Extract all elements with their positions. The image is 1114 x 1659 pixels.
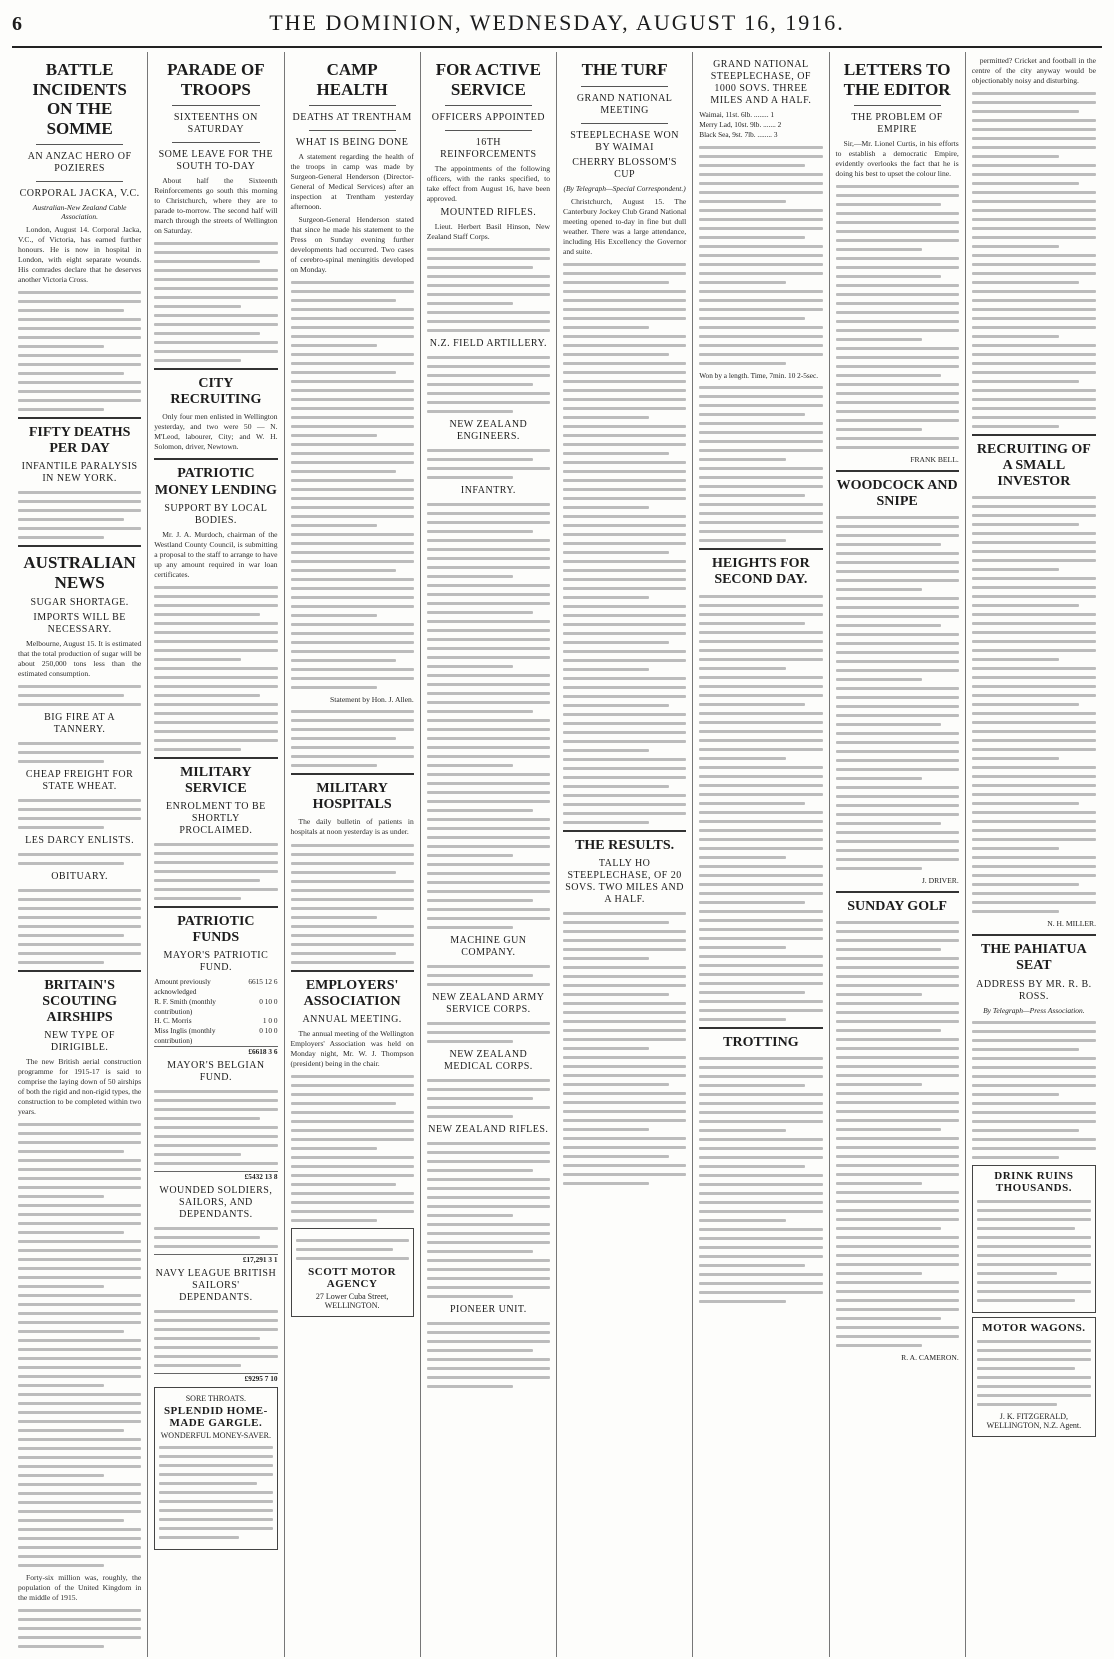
section-machine-gun: MACHINE GUN COMPANY. <box>450 935 527 959</box>
subhead-sixteenths: SIXTEENTHS ON SATURDAY <box>173 112 258 136</box>
headline-active-service: FOR ACTIVE SERVICE <box>435 60 542 99</box>
column-4 <box>421 52 557 1657</box>
article-text: The daily bulletin of patients in hospitals at noon yesterday is as under. <box>290 817 414 837</box>
subhead-grand-national: GRAND NATIONAL MEETING <box>576 92 673 116</box>
subhead-leave-south: SOME LEAVE FOR THE SOUTH TO-DAY <box>158 149 274 173</box>
column-1 <box>12 52 148 1657</box>
advertisement-gargle <box>154 1387 277 1550</box>
headline-city-recruiting: CITY RECRUITING <box>170 376 262 408</box>
letter-signature: J. DRIVER. <box>921 876 959 886</box>
article-text: London, August 14. Corporal Jacka, V.C., of Victoria, has earned further honours. He is now in hospital in London, with eight separate wounds. His comrades declare that he deserves another Victoria Cross. <box>18 225 142 285</box>
subhead-what-is-being-done: WHAT IS BEING DONE <box>295 137 409 149</box>
race-results <box>699 110 822 140</box>
column-3 <box>285 52 421 1657</box>
article-text: About half the Sixteenth Reinforcements go south this morning to Christchurch, where they are to parade to-morrow. The second half will march through the streets of Wellington on Saturday. <box>154 176 278 236</box>
result-line: Waimai, 11st. 6lb. ........ 1 <box>699 110 774 119</box>
headline-the-results: THE RESULTS. <box>575 837 675 853</box>
headline-military-hospitals: MILITARY HOSPITALS <box>312 781 392 813</box>
column-6 <box>693 52 829 1657</box>
result-time: Won by a length. Time, 7min. 10 2-5sec. <box>699 370 819 380</box>
advertisement-drink <box>972 1165 1096 1313</box>
subhead-mayors-fund: MAYOR'S PATRIOTIC FUND. <box>163 950 269 974</box>
fund-total: £17,291 3 1 <box>154 1254 277 1265</box>
article-text: The new British aerial construction programme for 1915-17 is said to comprise the laying down of 50 airships of both the rigid and non-rigid types, the construction to be completed within two years. <box>18 1056 142 1116</box>
advertisement-motor-wagons <box>972 1317 1096 1437</box>
article-text: Mr. J. A. Murdoch, chairman of the Westland County Council, is submitting a proposal to the staff to arrange to have up any amount required in war loan certificates. <box>154 529 278 579</box>
subhead-local-bodies: SUPPORT BY LOCAL BODIES. <box>164 502 268 526</box>
headline-woodcock-snipe: WOODCOCK AND SNIPE <box>836 478 958 510</box>
section-infantry: INFANTRY. <box>460 485 516 497</box>
fund-table <box>154 977 277 1057</box>
ad-subheadline: WONDERFUL MONEY-SAVER. <box>160 1431 271 1441</box>
section-mounted-rifles: MOUNTED RIFLES. <box>440 207 537 219</box>
ad-headline: DRINK RUINS THOUSANDS. <box>994 1169 1074 1194</box>
subhead-officers-appointed: OFFICERS APPOINTED <box>431 112 545 124</box>
newspaper-title: THE DOMINION, WEDNESDAY, AUGUST 16, 1916. <box>269 10 845 35</box>
subhead-annual-meeting: ANNUAL MEETING. <box>302 1013 402 1025</box>
headline-camp-health: CAMP HEALTH <box>316 60 388 99</box>
subhead-16th-reinforcements: 16TH REINFORCEMENTS <box>440 137 537 161</box>
letter-text: permitted? Cricket and football in the centre of the city anyway would be objectionably noisy and disturbing. <box>971 56 1096 86</box>
masthead <box>12 10 1102 48</box>
headline-parade-of-troops: PARADE OF TROOPS <box>167 60 265 99</box>
column-2 <box>148 52 284 1657</box>
section-field-artillery: N.Z. FIELD ARTILLERY. <box>429 338 547 350</box>
result-line: Merry Lad, 10st. 9lb. ....... 2 <box>699 119 782 129</box>
section-army-service-corps: NEW ZEALAND ARMY SERVICE CORPS. <box>432 992 545 1016</box>
subhead-belgian-fund: MAYOR'S BELGIAN FUND. <box>167 1059 265 1083</box>
headline-weights-second-day: HEIGHTS FOR SECOND DAY. <box>712 556 810 588</box>
fund-total: £9295 7 10 <box>154 1373 277 1384</box>
subhead-infantile-paralysis: INFANTILE PARALYSIS IN NEW YORK. <box>21 461 138 485</box>
subhead-sugar-shortage: SUGAR SHORTAGE. <box>30 596 129 608</box>
ad-headline: SPLENDID HOME-MADE GARGLE. <box>163 1405 268 1430</box>
ad-headline: SCOTT MOTOR AGENCY <box>308 1265 397 1290</box>
subhead-steeplechase-won: STEEPLECHASE WON BY WAIMAI <box>570 129 679 153</box>
headline-small-investor: RECRUITING OF A SMALL INVESTOR <box>976 442 1091 490</box>
article-text: Surgeon-General Henderson stated that since he made his statement to the Press on Sunday evening further developments had occurred. Two cases of cerebro-spinal meningitis developed on Monday. <box>290 215 414 275</box>
ad-agent: J. K. FITZGERALD, WELLINGTON, N.Z. Agent. <box>986 1411 1082 1430</box>
headline-scouting-airships: BRITAIN'S SCOUTING AIRSHIPS <box>42 977 117 1025</box>
article-text: Only four men enlisted in Wellington yesterday, and two were 50 — N. M'Leod, labourer, City; and W. H. Solomon, driver, Newtown. <box>154 412 278 452</box>
fund-total: £5432 13 8 <box>154 1171 277 1182</box>
article-text: A statement regarding the health of the troops in camp was made by Surgeon-General Henderson (Director-General of Medical Services) after an inspection at Trentham yesterday afternoon. <box>290 152 414 212</box>
headline-letters-to-editor: LETTERS TO THE EDITOR <box>843 60 951 99</box>
byline: Australian-New Zealand Cable Association. <box>32 203 127 222</box>
subhead-tally-ho: TALLY HO STEEPLECHASE, OF 20 SOVS. TWO MILES AND A HALF. <box>565 857 685 905</box>
subhead-problem-of-empire: THE PROBLEM OF EMPIRE <box>851 112 943 136</box>
subhead-navy-league: NAVY LEAGUE BRITISH SAILORS' DEPENDANTS. <box>155 1267 277 1303</box>
headline-patriotic-money-lending: PATRIOTIC MONEY LENDING <box>154 466 277 498</box>
result-line: Black Sea, 9st. 7lb. ........ 3 <box>699 129 778 139</box>
letter-text: Sir,—Mr. Lionel Curtis, in his efforts to establish a democratic Empire, evidently overlooks the fact that he is doing his best to upset the colour line. <box>835 139 959 179</box>
article-text: Christchurch, August 15. The Canterbury Jockey Club Grand National meeting opened to-day in fine but dull weather. There was a large attendance, including His Excellency the Governor and suite. <box>563 196 687 256</box>
letter-signature: R. A. CAMERON. <box>901 1353 959 1363</box>
headline-australian-news: AUSTRALIAN NEWS <box>23 553 136 593</box>
article-text: The appointments of the following officers, with the ranks specified, to take effect from August 16, have been approved. <box>426 164 550 204</box>
headline-patriotic-funds: PATRIOTIC FUNDS <box>177 913 255 945</box>
article-text: Lieut. Herbert Basil Hinson, New Zealand Staff Corps. <box>426 222 550 242</box>
column-7 <box>830 52 966 1657</box>
section-medical-corps: NEW ZEALAND MEDICAL CORPS. <box>443 1049 533 1073</box>
article-text: Forty-six million was, roughly, the population of the United Kingdom in the middle of 1915. <box>18 1573 142 1603</box>
subhead-enrolment: ENROLMENT TO BE SHORTLY PROCLAIMED. <box>166 800 266 836</box>
article-text: The annual meeting of the Wellington Employers' Association was held on Monday night, Mr. W. J. Thompson (president) being in the chair. <box>290 1028 414 1068</box>
section-engineers: NEW ZEALAND ENGINEERS. <box>449 419 528 443</box>
subhead-new-dirigible: NEW TYPE OF DIRIGIBLE. <box>44 1029 115 1053</box>
headline-trotting: TROTTING <box>723 1034 799 1050</box>
article-text: Melbourne, August 15. It is estimated that the total production of sugar will be about 250,000 tons less than the estimated consumption. <box>18 638 142 678</box>
section-nz-rifles: NEW ZEALAND RIFLES. <box>428 1124 549 1136</box>
fund-row: R. F. Smith (monthly contribution) 0 10 0 <box>154 996 278 1016</box>
fund-row: H. C. Morris 1 0 0 <box>154 1016 278 1026</box>
headline-the-turf: THE TURF <box>581 60 668 79</box>
headline-sunday-golf: SUNDAY GOLF <box>847 899 947 915</box>
subhead-les-darcy: LES DARCY ENLISTS. <box>25 834 135 846</box>
headline-employers-association: EMPLOYERS' ASSOCIATION <box>303 977 401 1009</box>
headline-pahiatua-seat: THE PAHIATUA SEAT <box>981 942 1087 974</box>
fund-row: Miss Inglis (monthly contribution) 0 10 0 <box>154 1026 278 1046</box>
page-number: 6 <box>12 13 22 35</box>
subhead-address-ross: ADDRESS BY MR. R. B. ROSS. <box>976 978 1092 1002</box>
subhead-cheap-freight: CHEAP FREIGHT FOR STATE WHEAT. <box>25 768 134 792</box>
headline-military-service: MILITARY SERVICE <box>180 764 252 796</box>
subhead-deaths-trentham: DEATHS AT TRENTHAM <box>292 112 412 124</box>
letter-signature: FRANK BELL. <box>910 455 959 465</box>
subhead-corporal-jacka: CORPORAL JACKA, V.C. <box>19 188 140 200</box>
ad-address: 27 Lower Cuba Street, WELLINGTON. <box>315 1291 389 1310</box>
fund-row: Amount previously acknowledged 6615 12 6 <box>154 977 278 996</box>
letter-signature: N. H. MILLER. <box>1047 919 1096 929</box>
ad-headline: MOTOR WAGONS. <box>982 1321 1086 1334</box>
column-8 <box>966 52 1102 1657</box>
subhead-obituary: OBITUARY. <box>51 870 109 882</box>
column-5 <box>557 52 693 1657</box>
fund-total: £6618 3 6 <box>154 1046 277 1057</box>
advertisement-motor-agency <box>291 1228 414 1317</box>
section-pioneer-unit: PIONEER UNIT. <box>449 1304 527 1316</box>
subhead-anzac-hero: AN ANZAC HERO OF POZIERES <box>27 151 132 175</box>
headline-fifty-deaths: FIFTY DEATHS PER DAY <box>28 425 131 457</box>
article-body-lines <box>18 291 141 411</box>
byline: (By Telegraph—Special Correspondent.) <box>563 183 686 193</box>
columns <box>12 52 1102 1657</box>
subhead-grand-national-steeplechase: GRAND NATIONAL STEEPLECHASE, OF 1000 SOVS. THREE MILES AND A HALF. <box>710 59 812 106</box>
subhead-tannery-fire: BIG FIRE AT A TANNERY. <box>44 711 116 735</box>
ad-sore-throats: SORE THROATS. <box>185 1394 247 1404</box>
subhead-wounded-soldiers: WOUNDED SOLDIERS, SAILORS, AND DEPENDANTS. <box>159 1184 273 1220</box>
subhead-imports: IMPORTS WILL BE NECESSARY. <box>33 611 126 635</box>
signature: Statement by Hon. J. Allen. <box>330 695 414 705</box>
headline-battle-incidents: BATTLE INCIDENTS ON THE SOMME <box>32 60 127 138</box>
byline: By Telegraph—Press Association. <box>983 1005 1085 1015</box>
subhead-cherry-blossom: CHERRY BLOSSOM'S CUP <box>572 156 677 180</box>
